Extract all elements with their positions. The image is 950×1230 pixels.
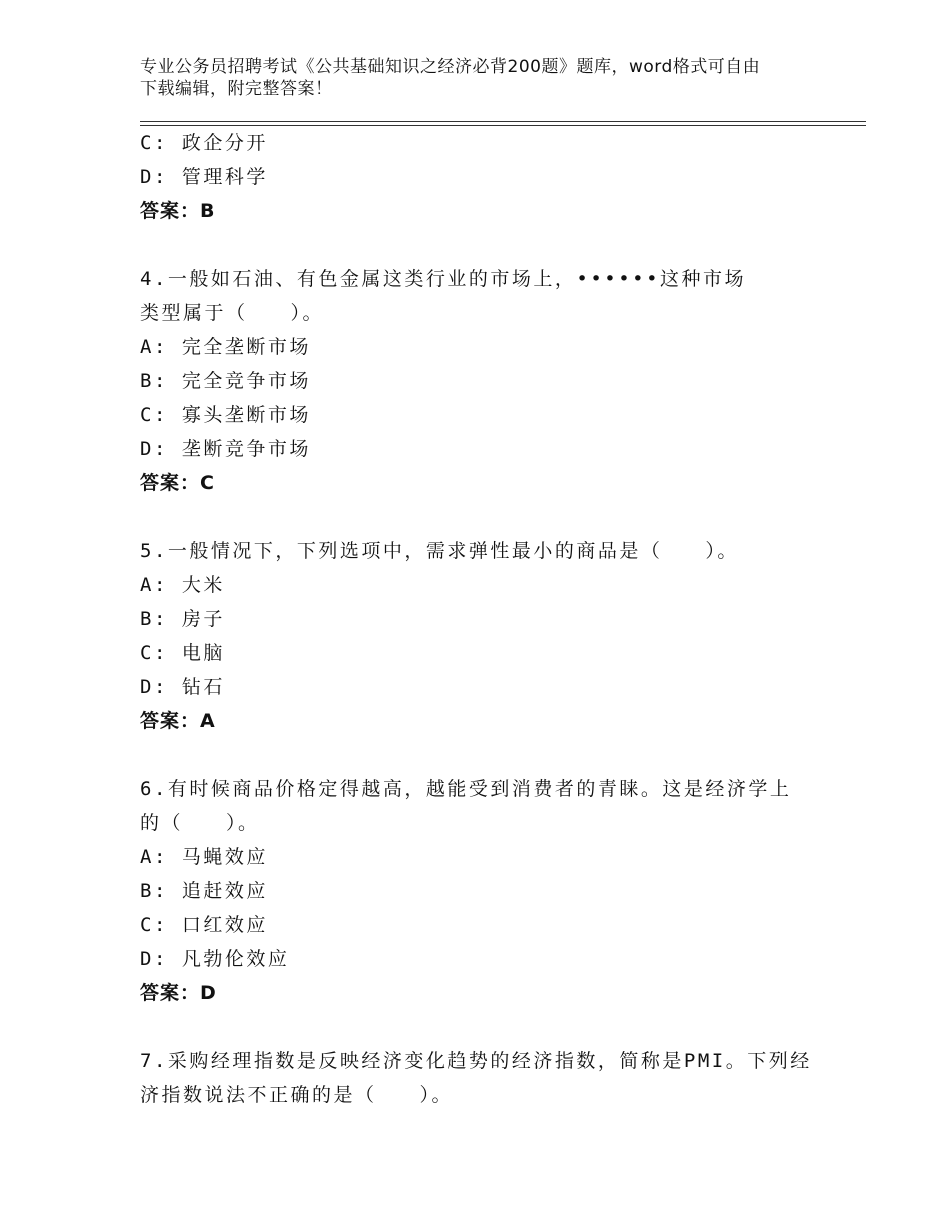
spacer [140, 738, 820, 772]
option-b: B: 房子 [140, 608, 225, 630]
answer-text: 答案：A [140, 710, 216, 732]
header-divider-top [140, 121, 866, 122]
option-d: D: 管理科学 [140, 166, 268, 188]
question-block-6 [140, 772, 820, 1010]
answer-text: 答案：C [140, 472, 215, 494]
answer-text: 答案：B [140, 200, 216, 222]
question-text-line-1: 4.一般如石油、有色金属这类行业的市场上，••••••这种市场 [140, 268, 747, 290]
option-c: C: 电脑 [140, 642, 225, 664]
question-text-line-1: 5.一般情况下，下列选项中，需求弹性最小的商品是（ ）。 [140, 540, 739, 562]
question-content [140, 126, 820, 1112]
question-text-line-1: 7.采购经理指数是反映经济变化趋势的经济指数，简称是PMI。下列经 [140, 1050, 812, 1072]
option-a: A: 大米 [140, 574, 225, 596]
header-line-1: 专业公务员招聘考试《公共基础知识之经济必背200题》题库，word格式可自由 [140, 57, 761, 77]
document-header [140, 56, 820, 100]
spacer [140, 228, 820, 262]
option-b: B: 追赶效应 [140, 880, 268, 902]
question-text-line-2: 济指数说法不正确的是（ ）。 [140, 1084, 454, 1106]
header-line-2: 下载编辑，附完整答案！ [140, 79, 333, 99]
option-d: D: 凡勃伦效应 [140, 948, 290, 970]
option-c: C: 寡头垄断市场 [140, 404, 311, 426]
answer-text: 答案：D [140, 982, 217, 1004]
question-block-4 [140, 262, 820, 500]
question-block-5 [140, 534, 820, 738]
option-a: A: 马蝇效应 [140, 846, 268, 868]
option-d: D: 钻石 [140, 676, 225, 698]
option-c: C: 口红效应 [140, 914, 268, 936]
option-c: C: 政企分开 [140, 132, 268, 154]
question-block-3 [140, 126, 820, 228]
question-text-line-1: 6.有时候商品价格定得越高，越能受到消费者的青睐。这是经济学上 [140, 778, 792, 800]
question-block-7 [140, 1044, 820, 1112]
question-text-line-2: 类型属于（ ）。 [140, 302, 325, 324]
spacer [140, 1010, 820, 1044]
option-a: A: 完全垄断市场 [140, 336, 311, 358]
question-text-line-2: 的（ ）。 [140, 812, 260, 834]
option-d: D: 垄断竞争市场 [140, 438, 311, 460]
option-b: B: 完全竞争市场 [140, 370, 311, 392]
spacer [140, 500, 820, 534]
